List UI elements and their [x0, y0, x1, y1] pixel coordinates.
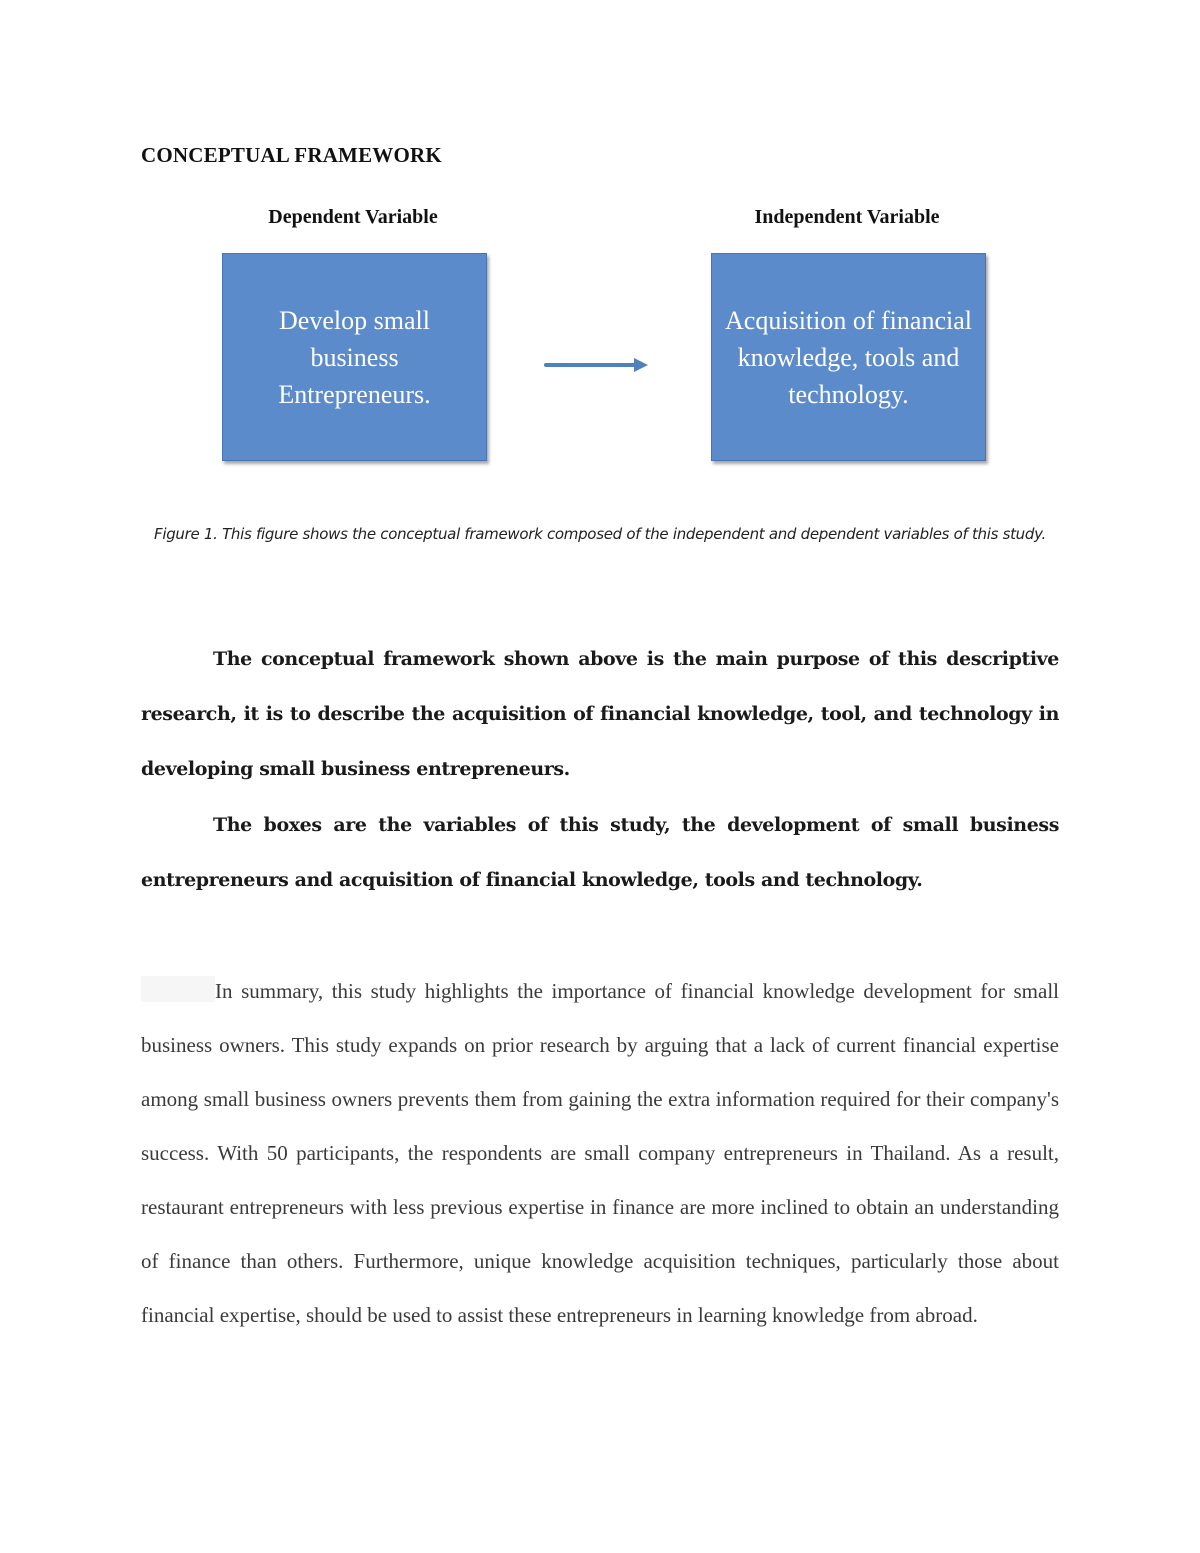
- paragraph-1-text: The conceptual framework shown above is the main purpose of this descriptive research, it is to describe the acquisition of financial knowledge, tool, and technology in developing small business entrepreneurs.: [141, 648, 1059, 780]
- dependent-variable-label: Dependent Variable: [268, 206, 438, 228]
- summary-text: In summary, this study highlights the importance of financial knowledge development for small business owners. This study expands on prior research by arguing that a lack of current financial expertise among small business owners prevents them from gaining the extra information required for their company's success. With 50 participants, the respondents are small company entrepreneurs in Thailand. As a result, restaurant entrepreneurs with less previous expertise in finance are more inclined to obtain an understanding of finance than others. Furthermore, unique knowledge acquisition techniques, particularly those about financial expertise, should be used to assist these entrepreneurs in learning knowledge from abroad.: [141, 979, 1059, 1327]
- independent-variable-label: Independent Variable: [754, 206, 940, 228]
- independent-variable-box-text: Acquisition of financial knowledge, tools and technology.: [725, 305, 972, 409]
- right-arrow-icon: [544, 355, 650, 375]
- dependent-variable-box: [222, 253, 487, 461]
- figure-caption: Figure 1. This figure shows the conceptual framework composed of the independent and dependent variables of this study.: [154, 525, 1046, 543]
- section-heading: CONCEPTUAL FRAMEWORK: [141, 143, 442, 167]
- indent-spacer: [141, 976, 215, 1002]
- paragraph-2-text: The boxes are the variables of this study, the development of small business entrepreneurs and acquisition of financial knowledge, tools and technology.: [141, 814, 1059, 891]
- dependent-variable-box-text: Develop small business Entrepreneurs.: [278, 305, 431, 409]
- independent-variable-box: [711, 253, 986, 461]
- summary-paragraph: [141, 964, 1059, 1342]
- paragraph-boxes-variables: [141, 798, 1059, 908]
- paragraph-conceptual-framework: [141, 632, 1059, 797]
